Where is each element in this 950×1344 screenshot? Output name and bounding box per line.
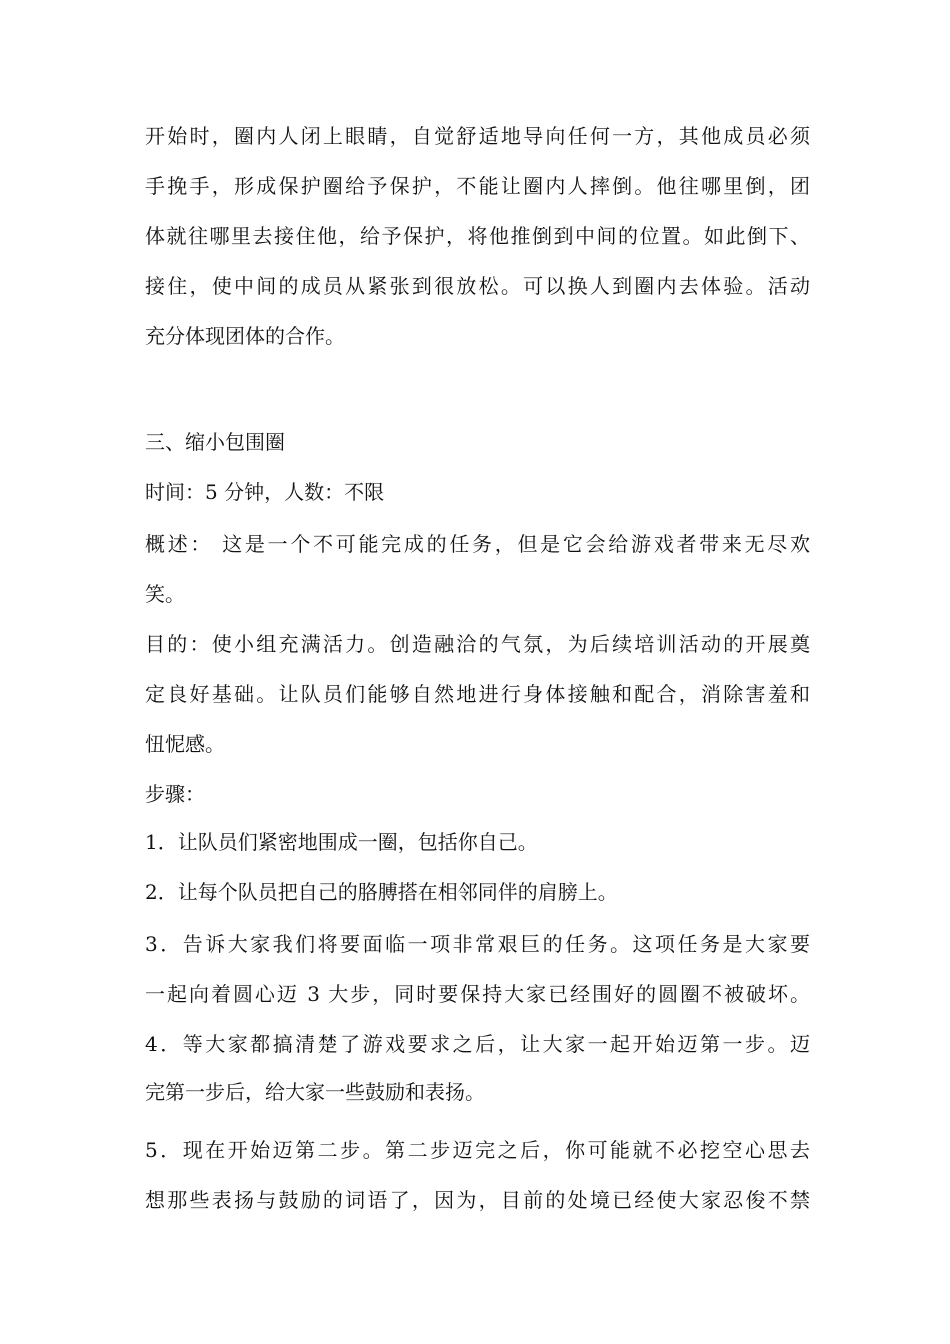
purpose-line: 目的：使小组充满活力。创造融洽的气氛，为后续培训活动的开展奠: [145, 632, 810, 656]
section-heading: 三、缩小包围圈: [145, 430, 285, 454]
step-2: 2．让每个队员把自己的胳膊搭在相邻同伴的肩膀上。: [145, 880, 618, 904]
overview-line: 笑。: [145, 582, 185, 606]
overview-line: 概述： 这是一个不可能完成的任务，但是它会给游戏者带来无尽欢: [145, 532, 810, 556]
paragraph-line: 充分体现团体的合作。: [145, 324, 345, 348]
paragraph-line: 手挽手，形成保护圈给予保护，不能让圈内人摔倒。他往哪里倒，团: [145, 174, 810, 198]
paragraph-line: 开始时，圈内人闭上眼睛，自觉舒适地导向任何一方，其他成员必须: [145, 124, 810, 148]
paragraph-line: 体就往哪里去接住他，给予保护，将他推倒到中间的位置。如此倒下、: [145, 224, 810, 248]
step-3-line: 3．告诉大家我们将要面临一项非常艰巨的任务。这项任务是大家要: [145, 932, 810, 956]
step-4-line: 4．等大家都搞清楚了游戏要求之后，让大家一起开始迈第一步。迈: [145, 1032, 810, 1056]
step-5-line: 5．现在开始迈第二步。第二步迈完之后，你可能就不必挖空心思去: [145, 1138, 810, 1162]
step-1: 1．让队员们紧密地围成一圈，包括你自己。: [145, 830, 538, 854]
purpose-line: 定良好基础。让队员们能够自然地进行身体接触和配合，消除害羞和: [145, 682, 810, 706]
step-3-line: 一起向着圆心迈 3 大步，同时要保持大家已经围好的圆圈不被破坏。: [145, 982, 810, 1006]
steps-label: 步骤：: [145, 782, 205, 806]
purpose-line: 忸怩感。: [145, 732, 225, 756]
step-5-line: 想那些表扬与鼓励的词语了，因为，目前的处境已经使大家忍俊不禁: [145, 1188, 810, 1212]
step-4-line: 完第一步后，给大家一些鼓励和表扬。: [145, 1080, 485, 1104]
paragraph-line: 接住，使中间的成员从紧张到很放松。可以换人到圈内去体验。活动: [145, 274, 810, 298]
time-line: 时间：5 分钟，人数：不限: [145, 480, 385, 504]
